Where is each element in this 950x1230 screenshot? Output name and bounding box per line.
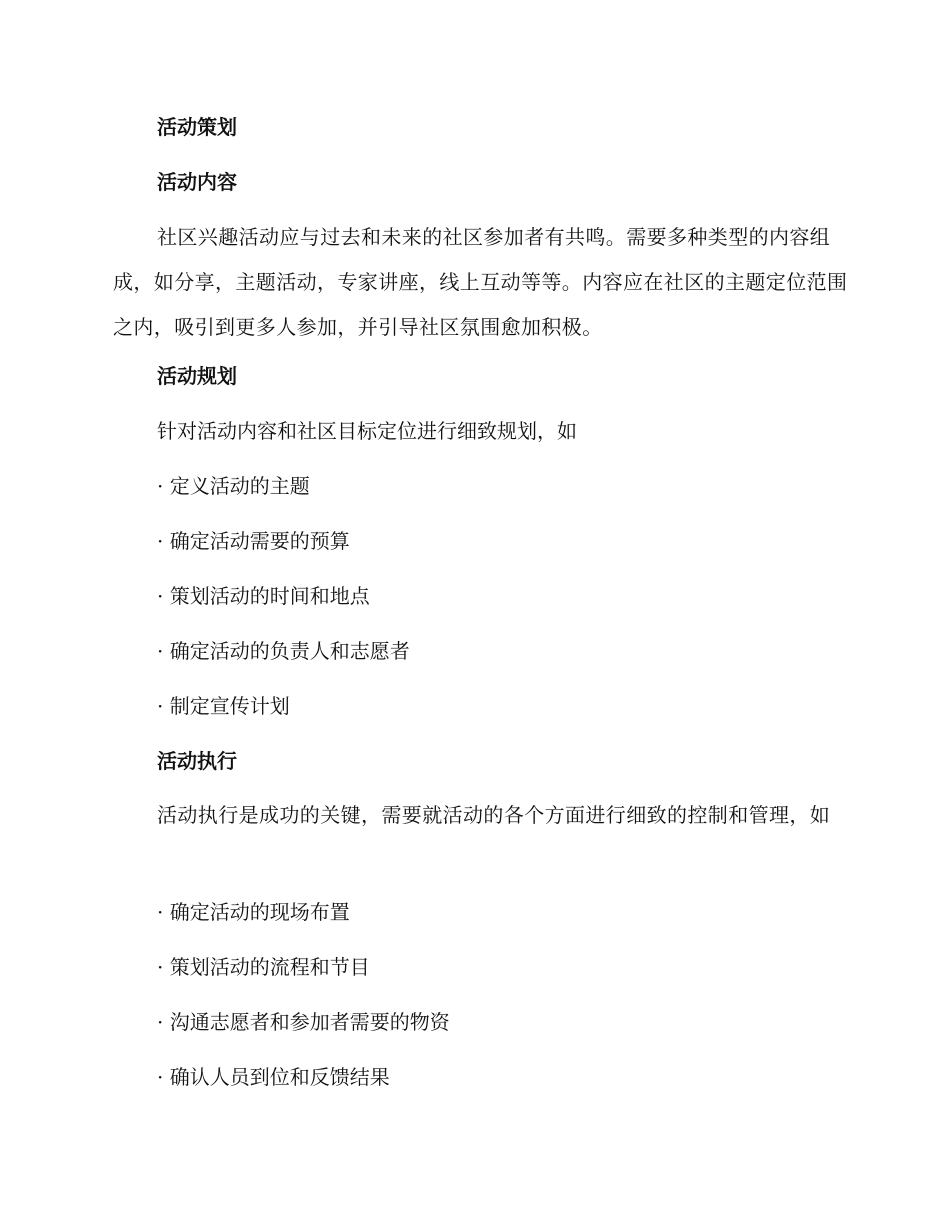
planning-intro: 针对活动内容和社区目标定位进行细致规划，如 (157, 419, 577, 443)
section-heading-content: 活动内容 (157, 170, 237, 194)
planning-list-item: · 定义活动的主题 (157, 474, 310, 498)
execution-list-item: · 沟通志愿者和参加者需要的物资 (157, 1010, 450, 1034)
section-heading-execution: 活动执行 (157, 749, 237, 773)
section-execution-paragraph: 活动执行是成功的关键，需要就活动的各个方面进行细致的控制和管理，如 (157, 803, 831, 827)
execution-list-item: · 确认人员到位和反馈结果 (157, 1065, 390, 1089)
planning-list-item: · 确定活动需要的预算 (157, 529, 350, 553)
execution-list-item: · 策划活动的流程和节目 (157, 955, 370, 979)
document-title: 活动策划 (157, 115, 237, 139)
planning-list-item: · 制定宣传计划 (157, 694, 290, 718)
planning-list-item: · 确定活动的负责人和志愿者 (157, 639, 410, 663)
planning-list-item: · 策划活动的时间和地点 (157, 584, 370, 608)
section-heading-planning: 活动规划 (157, 364, 237, 388)
section-content-paragraph: 社区兴趣活动应与过去和未来的社区参加者有共鸣。需要多种类型的内容组成，如分享，主题活动，专家讲座，线上互动等等。内容应在社区的主题定位范围之内，吸引到更多人参加，并引导社区氛围愈加积极。 (113, 225, 848, 339)
execution-list-item: · 确定活动的现场布置 (157, 900, 350, 924)
